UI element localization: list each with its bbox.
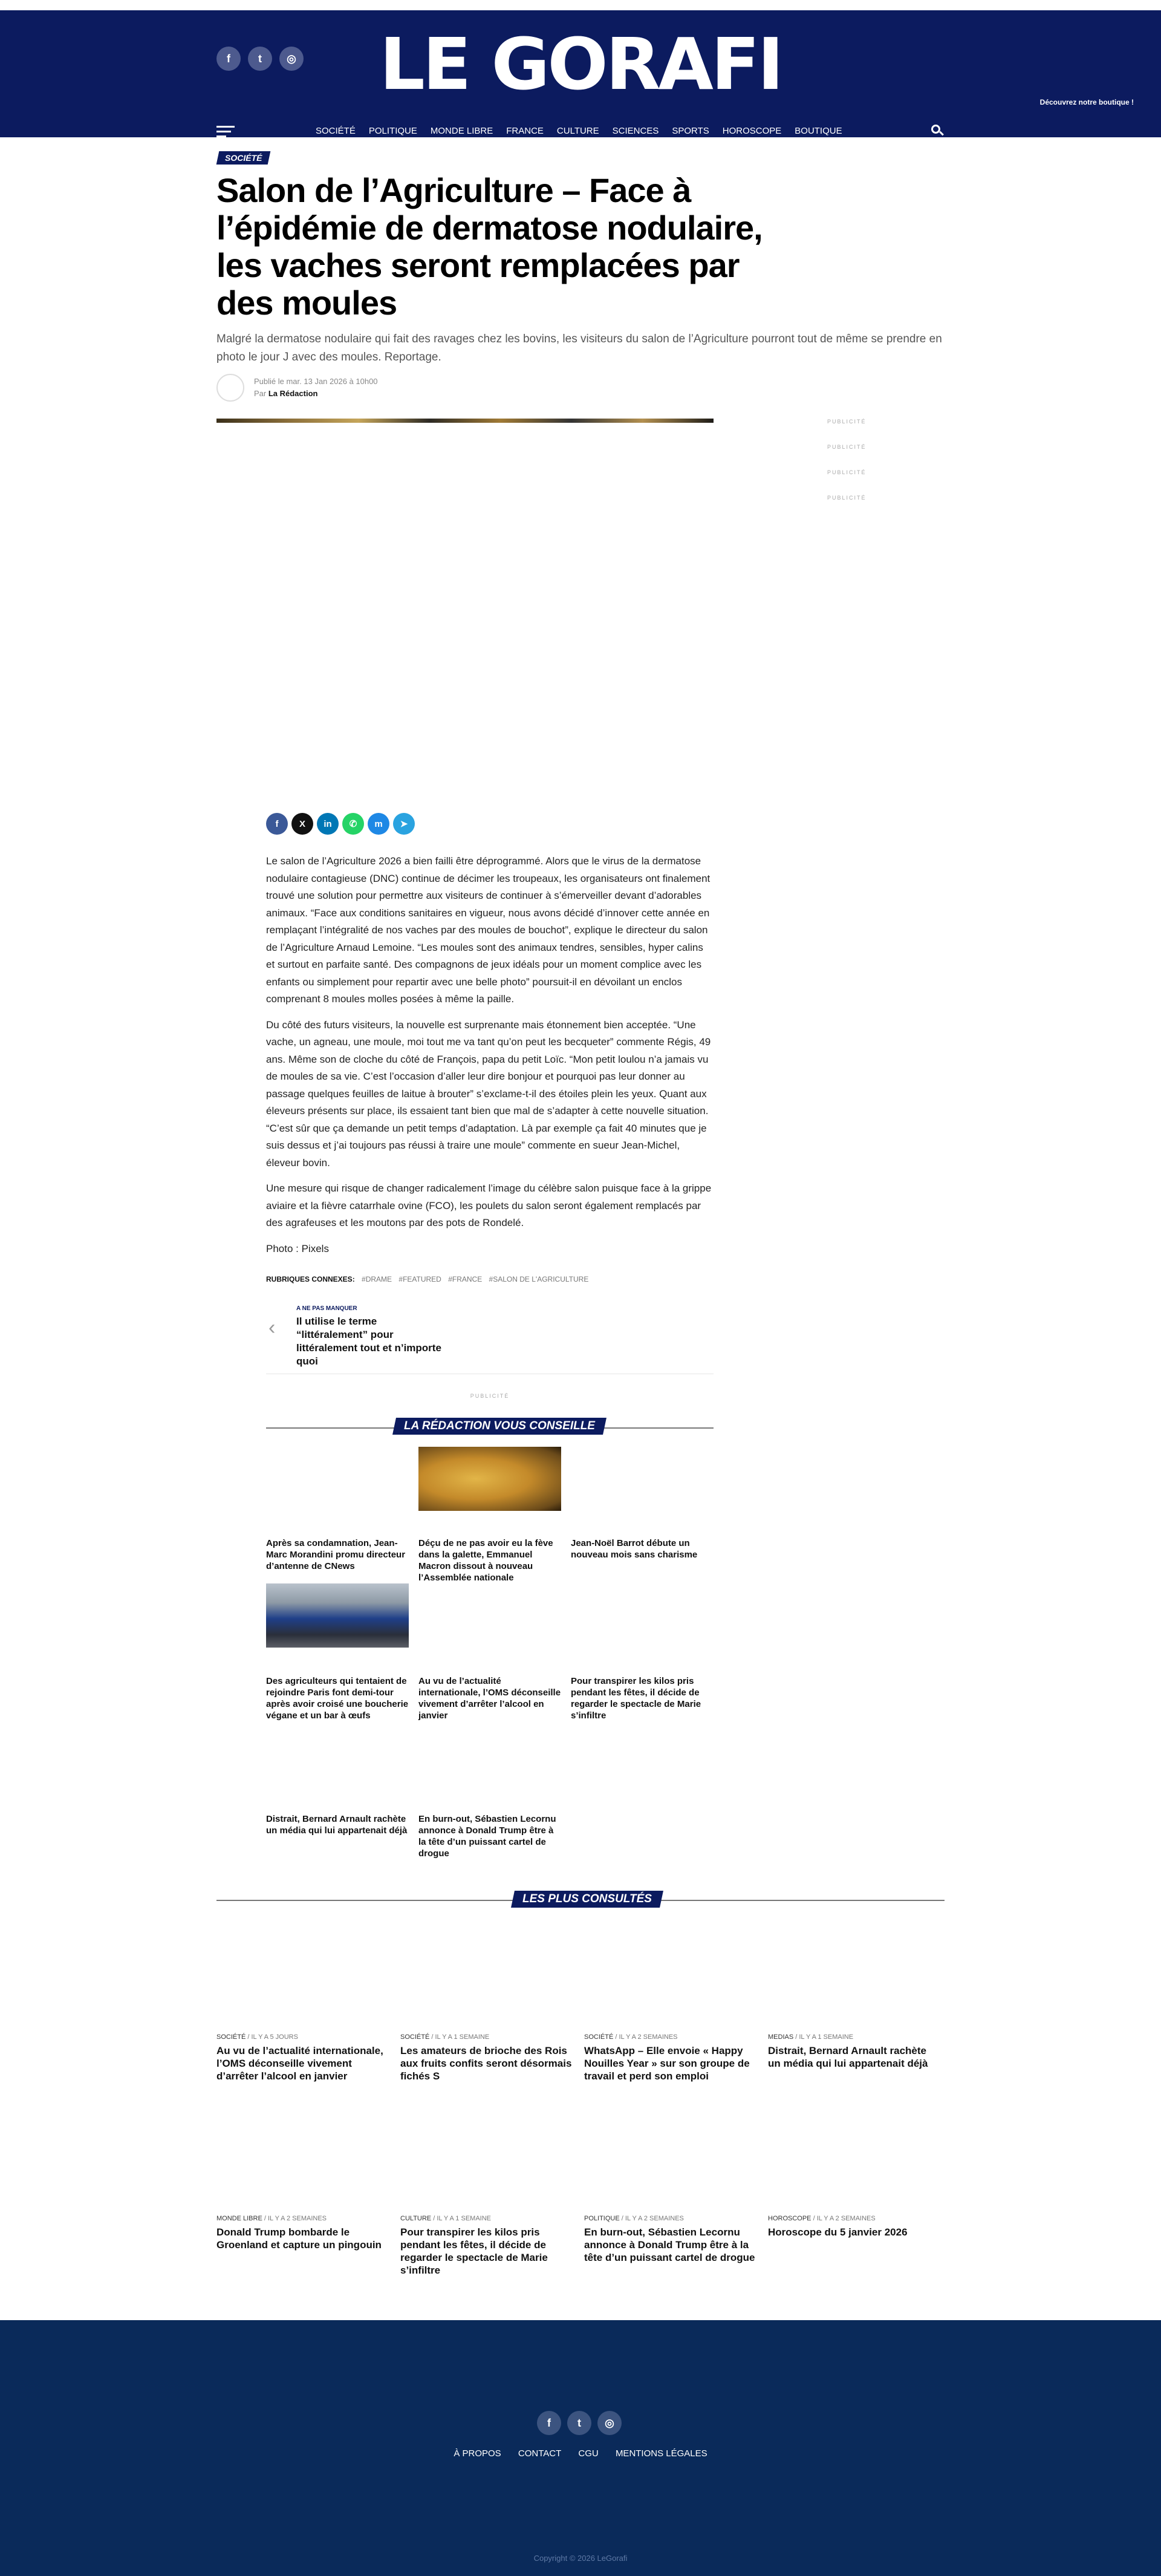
footer-link-contact[interactable]: CONTACT (518, 2448, 562, 2459)
article-title: Salon de l’Agriculture – Face à l’épidémie de dermatose nodulaire, les vaches seront remplacées par des moules (216, 171, 763, 322)
ad-label: PUBLICITÉ (827, 419, 867, 425)
popular-item[interactable]: Donald Trump bombarde le Groenland et capture un pingouin (216, 2226, 382, 2251)
ad-label: PUBLICITÉ (827, 469, 867, 475)
article-body (266, 853, 714, 1266)
popular-item[interactable]: Les amateurs de brioche des Rois aux fruits confits seront désormais fichés S (400, 2045, 572, 2082)
popular-meta: CULTURE / IL Y A 1 SEMAINE (400, 2215, 491, 2222)
share-messenger-icon[interactable]: m (368, 813, 389, 835)
share-x-icon[interactable]: X (291, 813, 313, 835)
twitter-icon[interactable]: t (567, 2411, 591, 2435)
footer-links (0, 2448, 1161, 2459)
publish-date: Publié le mar. 13 Jan 2026 à 10h00 (254, 377, 378, 386)
related-tags: RUBRIQUES CONNEXES: #DRAME #FEATURED #FRANCE #SALON DE L'AGRICULTURE (266, 1275, 589, 1283)
tractor-image[interactable] (266, 1583, 409, 1648)
nav-sciences[interactable]: SCIENCES (612, 126, 659, 136)
instagram-icon[interactable]: ◎ (279, 47, 304, 71)
popular-meta: MEDIAS / IL Y A 1 SEMAINE (768, 2033, 854, 2041)
site-header (0, 10, 1161, 137)
popular-item[interactable]: Distrait, Bernard Arnault rachète un média qui lui appartenait déjà (768, 2045, 928, 2069)
nav-culture[interactable]: CULTURE (556, 126, 599, 136)
paragraph: Du côté des futurs visiteurs, la nouvelle est surprenante mais étonnement bien acceptée. “Une vache, un agneau, une moule, moi tout me va tant qu’on peut les becqueter” commente Régis, 49 ans. Même son de cloche du côté de François, papa du petit Loïc. “Mon petit loulou n’a jamais vu de moules de sa vie. C’est l’occasion d’aller leur dire bonjour et pourquoi pas leur donner au passage quelques feuilles de laitue à brouter” s’exclame-t-il des étoiles plein les yeux. Quant aux éleveurs présents sur place, ils essaient tant bien que mal de s’adapter à cette nouvelle situation. “C’est sûr que ça demande un petit temps d’adaptation. Là par exemple ça fait 40 minutes que je suis dessus et j’ai toujours pas réussi à traire une moule” commente en sueur Jean-Michel, éleveur bovin. (266, 1019, 711, 1169)
tag-link[interactable]: #FRANCE (448, 1275, 483, 1283)
facebook-icon[interactable]: f (537, 2411, 561, 2435)
article-lead: Malgré la dermatose nodulaire qui fait des ravages chez les bovins, les visiteurs du salon de l’Agriculture pourront tout de même se prendre en photo le jour J avec des moules. Reportage. (216, 333, 942, 364)
prev-title: Il utilise le terme “littéralement” pour littéralement tout et n’importe quoi (296, 1316, 441, 1367)
facebook-icon[interactable]: f (216, 47, 241, 71)
recommend-item[interactable]: Des agriculteurs qui tentaient de rejoindre Paris font demi-tour après avoir croisé une boucherie végane et un bar à œufs (266, 1676, 409, 1721)
footer-link-a-propos[interactable]: À PROPOS (454, 2448, 501, 2459)
ad-label: PUBLICITÉ (827, 495, 867, 501)
ad-label: PUBLICITÉ (470, 1393, 510, 1399)
recommend-heading: LA RÉDACTION VOUS CONSEILLE (392, 1418, 607, 1435)
share-facebook-icon[interactable]: f (266, 813, 288, 835)
paragraph: Une mesure qui risque de changer radicalement l’image du célèbre salon puisque face à la grippe aviaire et la fièvre catarrhale ovine (FCO), les poulets du salon seront également remplacés par des agrafeuses et les moutons par des pots de Rondelé. (266, 1182, 712, 1228)
author-avatar (216, 374, 244, 402)
popular-meta: SOCIÉTÉ / IL Y A 5 JOURS (216, 2033, 298, 2041)
site-logo[interactable]: LE GORAFI (379, 22, 782, 106)
nav-boutique[interactable]: BOUTIQUE (795, 126, 842, 136)
popular-item[interactable]: Pour transpirer les kilos pris pendant les fêtes, il décide de regarder le spectacle de Marie s’infiltre (400, 2226, 548, 2276)
author-name[interactable]: La Rédaction (268, 389, 318, 398)
twitter-icon[interactable]: t (248, 47, 272, 71)
recommend-item[interactable]: Déçu de ne pas avoir eu la fève dans la galette, Emmanuel Macron dissout à nouveau l’Assemblée nationale (418, 1538, 553, 1583)
popular-meta: MONDE LIBRE / IL Y A 2 SEMAINES (216, 2215, 327, 2222)
recommend-item[interactable]: Distrait, Bernard Arnault rachète un média qui lui appartenait déjà (266, 1814, 408, 1836)
popular-item[interactable]: En burn-out, Sébastien Lecornu annonce à Donald Trump être à la tête d’un puissant cartel de drogue (584, 2226, 755, 2263)
recommend-item[interactable]: Au vu de l’actualité internationale, l’OMS déconseille vivement d’arrêter l’alcool en janvier (418, 1676, 561, 1721)
recommend-item[interactable]: Pour transpirer les kilos pris pendant les fêtes, il décide de regarder le spectacle de Marie s’infiltre (571, 1676, 701, 1721)
share-linkedin-icon[interactable]: in (317, 813, 339, 835)
photo-credit: Photo : Pixels (266, 1242, 329, 1254)
category-badge[interactable]: SOCIÉTÉ (216, 151, 271, 165)
copyright: Copyright © 2026 LeGorafi (533, 2554, 628, 2563)
popular-meta: POLITIQUE / IL Y A 2 SEMAINES (584, 2215, 684, 2222)
hero-image (216, 419, 714, 786)
search-icon[interactable] (931, 125, 945, 138)
tag-link[interactable]: #FEATURED (398, 1275, 441, 1283)
popular-heading: LES PLUS CONSULTÉS (511, 1891, 663, 1908)
site-footer (0, 2320, 1161, 2576)
author-line: Par La Rédaction (254, 389, 318, 398)
previous-article[interactable] (266, 1300, 714, 1374)
popular-item[interactable]: Horoscope du 5 janvier 2026 (768, 2226, 908, 2238)
popular-item[interactable]: Au vu de l’actualité internationale, l’OMS déconseille vivement d’arrêter l’alcool en janvier (216, 2045, 383, 2082)
main-nav (0, 111, 1161, 148)
instagram-icon[interactable]: ◎ (597, 2411, 622, 2435)
nav-sports[interactable]: SPORTS (672, 126, 709, 136)
menu-icon[interactable] (216, 126, 235, 140)
popular-item[interactable]: WhatsApp – Elle envoie « Happy Nouilles Year » sur son groupe de travail et perd son emploi (584, 2045, 750, 2082)
recommend-item[interactable]: En burn-out, Sébastien Lecornu annonce à Donald Trump être à la tête d’un puissant cartel de drogue (418, 1814, 556, 1859)
share-telegram-icon[interactable]: ➤ (393, 813, 415, 835)
footer-link-mentions[interactable]: MENTIONS LÉGALES (615, 2448, 707, 2459)
footer-social (537, 2411, 622, 2435)
popular-meta: SOCIÉTÉ / IL Y A 1 SEMAINE (400, 2033, 490, 2041)
top-strip (0, 0, 1161, 10)
prev-kicker: A NE PAS MANQUER (296, 1305, 357, 1312)
popular-meta: SOCIÉTÉ / IL Y A 2 SEMAINES (584, 2033, 678, 2041)
recommend-item[interactable]: Après sa condamnation, Jean-Marc Morandini promu directeur d’antenne de CNews (266, 1538, 406, 1571)
footer-link-cgu[interactable]: CGU (578, 2448, 599, 2459)
header-social (216, 47, 304, 71)
nav-france[interactable]: FRANCE (506, 126, 544, 136)
popular-meta: HOROSCOPE / IL Y A 2 SEMAINES (768, 2215, 876, 2222)
share-bar (266, 813, 415, 835)
tag-link[interactable]: #DRAME (362, 1275, 392, 1283)
paragraph: Le salon de l’Agriculture 2026 a bien failli être déprogrammé. Alors que le virus de la dermatose nodulaire contagieuse (DNC) continue de décimer les troupeaux, les organisateurs ont finalement trouvé une solution pour permettre aux visiteurs de continuer à s’émerveiller devant d’adorables animaux. “Face aux conditions sanitaires en vigueur, nous avons décidé d’innover cette année en remplaçant l’intégralité de nos vaches par des moules de bouchot”, explique le directeur du salon de l’Agriculture Arnaud Lemoine. “Les moules sont des animaux tendres, sensibles, hyper calins et surtout en parfaite santé. Des compagnons de jeux idéals pour un moment complice avec les enfants ou simplement pour repartir avec une belle photo” poursuit-il en dévoilant un enclos comprenant 8 moules molles posées à même la paille. (266, 855, 711, 1005)
nav-politique[interactable]: POLITIQUE (368, 126, 417, 136)
recommend-item[interactable]: Jean-Noël Barrot débute un nouveau mois sans charisme (571, 1538, 698, 1560)
nav-horoscope[interactable]: HOROSCOPE (722, 126, 782, 136)
share-whatsapp-icon[interactable]: ✆ (342, 813, 364, 835)
nav-societe[interactable]: SOCIÉTÉ (316, 126, 356, 136)
ad-label: PUBLICITÉ (827, 444, 867, 450)
tag-link[interactable]: #SALON DE L'AGRICULTURE (489, 1275, 589, 1283)
chevron-left-icon: ‹ (268, 1316, 276, 1339)
shop-link[interactable]: Découvrez notre boutique ! (1039, 98, 1134, 106)
nav-monde-libre[interactable]: MONDE LIBRE (430, 126, 493, 136)
galette-image[interactable] (418, 1447, 561, 1511)
